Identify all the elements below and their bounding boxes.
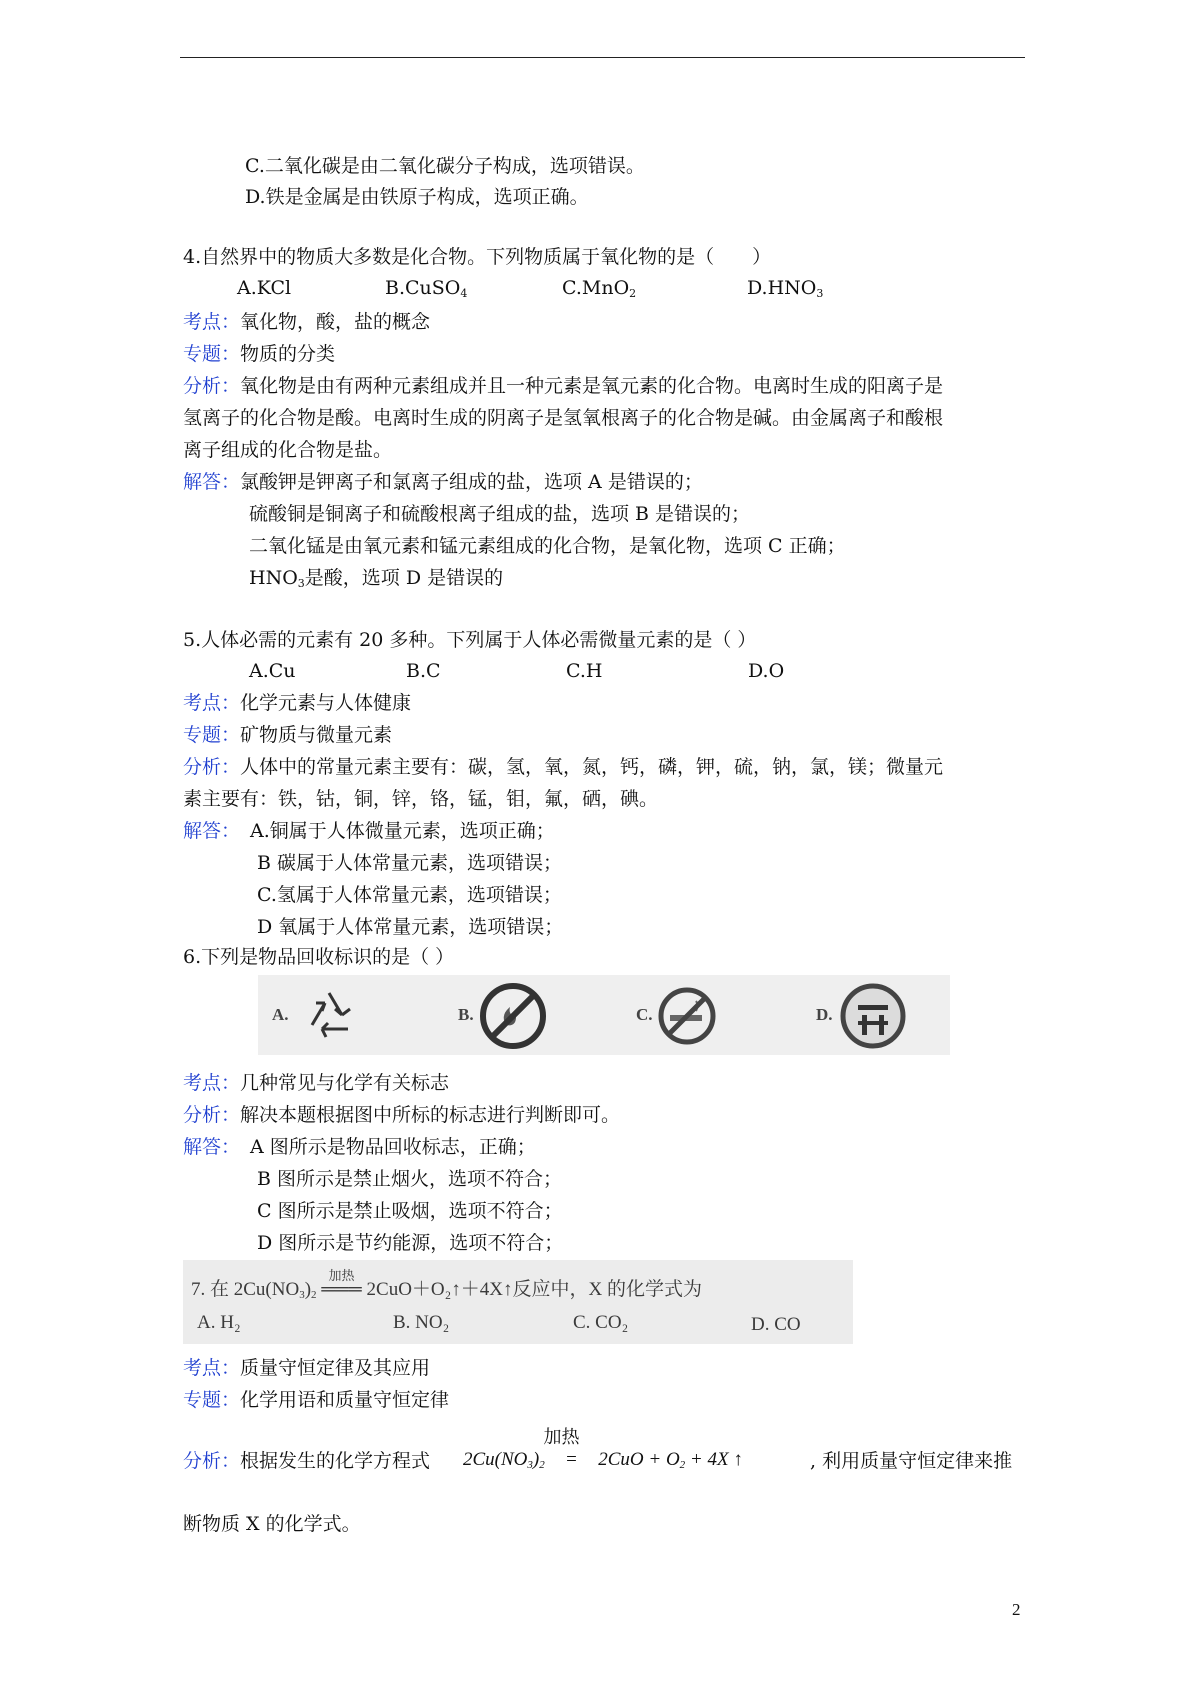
page-number: 2: [1012, 1600, 1021, 1619]
q7-fenxi-line2: 断物质 X 的化学式。: [183, 1513, 361, 1535]
q7-kaodian: 考点：质量守恒定律及其应用: [183, 1357, 431, 1379]
q7-scan-option-c: C. CO₂: [573, 1312, 629, 1333]
q5-option-c: C.H: [566, 660, 603, 682]
header-rule: [180, 57, 1025, 58]
q5-jieda-line2: B 碳属于人体常量元素，选项错误；: [257, 852, 563, 874]
q6-image-label-a: A.: [272, 1005, 289, 1024]
q6-jieda-line2: B 图所示是禁止烟火，选项不符合；: [257, 1168, 563, 1190]
jieda-label: 解答：: [183, 471, 241, 493]
q7-scanned-question: [183, 1260, 853, 1344]
q5-fenxi: 分析：人体中的常量元素主要有：碳，氢，氧，氮，钙，磷，钾，硫，钠，氯，镁；微量元: [183, 756, 944, 778]
q7-equation-condition: 加热: [543, 1427, 580, 1448]
q6-stem: 6.下列是物品回收标识的是（ ）: [183, 946, 455, 968]
q6-jieda-line3: C 图所示是禁止吸烟，选项不符合；: [257, 1200, 563, 1222]
q5-option-a: A.Cu: [249, 660, 296, 682]
zhuanti-label: 专题：: [183, 724, 241, 746]
q4-zhuanti: 专题：物质的分类: [183, 343, 336, 365]
q7-scan-option-b: B. NO₂: [393, 1312, 450, 1333]
q7-zhuanti: 专题：化学用语和质量守恒定律: [183, 1389, 450, 1411]
zhuanti-label: 专题：: [183, 343, 241, 365]
q4-kaodian: 考点：氧化物，酸，盐的概念: [183, 311, 431, 333]
q6-image-label-d: D.: [816, 1005, 833, 1024]
q4-jieda-line4: $HNO_3$是酸，选项 D 是错误的: [249, 567, 504, 590]
q5-fenxi-line2: 素主要有：铁，钴，铜，锌，铬，锰，钼，氟，硒，碘。: [183, 788, 659, 810]
q7-scan-condition: 加热: [328, 1268, 355, 1283]
q3-option-c-explanation: C.二氧化碳是由二氧化碳分子构成，选项错误。: [245, 155, 645, 177]
q4-fenxi: 分析：氧化物是由有两种元素组成并且一种元素是氧元素的化合物。电离时生成的阳离子是: [183, 375, 944, 397]
no-fire-icon: [478, 981, 548, 1051]
q4-jieda-line3: 二氧化锰是由氧元素和锰元素组成的化合物，是氧化物，选项 C 正确；: [249, 535, 846, 557]
q5-jieda-line4: D 氧属于人体常量元素，选项错误；: [257, 916, 564, 938]
q6-image-label-c: C.: [636, 1005, 653, 1024]
q6-sign-images: [258, 975, 950, 1055]
q4-option-d: $D.HNO_3$: [747, 277, 824, 300]
fenxi-label: 分析：: [183, 756, 241, 778]
q6-jieda: 解答： A 图所示是物品回收标志，正确；: [183, 1136, 536, 1158]
jieda-label: 解答：: [183, 820, 241, 842]
q7-scan-option-a: A. H₂: [197, 1312, 241, 1333]
fenxi-label: 分析：: [183, 1450, 241, 1472]
q4-fenxi-line2: 氢离子的化合物是酸。电离时生成的阴离子是氢氧根离子的化合物是碱。由金属离子和酸根: [183, 407, 944, 429]
q4-jieda: 解答：氯酸钾是钾离子和氯离子组成的盐，选项 A 是错误的；: [183, 471, 703, 493]
q7-scan-option-d: D. CO: [751, 1314, 801, 1335]
q5-option-d: D.O: [748, 660, 785, 682]
recycle-icon: [298, 985, 360, 1047]
q6-fenxi: 分析：解决本题根据图中所标的标志进行判断即可。: [183, 1104, 621, 1126]
q4-option-a: A.KCl: [237, 277, 292, 299]
kaodian-label: 考点：: [183, 1072, 241, 1094]
q4-jieda-line2: 硫酸铜是铜离子和硫酸根离子组成的盐，选项 B 是错误的；: [249, 503, 751, 525]
energy-saving-icon: [838, 981, 908, 1051]
q6-image-label-b: B.: [458, 1005, 474, 1024]
q7-fenxi: 分析：根据发生的化学方程式: [183, 1450, 431, 1472]
kaodian-label: 考点：: [183, 692, 241, 714]
q6-kaodian: 考点：几种常见与化学有关标志: [183, 1072, 450, 1094]
no-smoking-icon: [656, 985, 718, 1047]
q5-jieda: 解答： A.铜属于人体微量元素，选项正确；: [183, 820, 555, 842]
kaodian-label: 考点：: [183, 1357, 241, 1379]
q5-option-b: B.C: [406, 660, 441, 682]
q5-jieda-line3: C.氢属于人体常量元素，选项错误；: [257, 884, 562, 906]
zhuanti-label: 专题：: [183, 1389, 241, 1411]
q4-option-b: B.CuSO$_4$: [385, 277, 468, 300]
q7-equation: $2Cu(NO_3)_2$ 加热 = $2CuO + O_2 + 4X$ ↑: [463, 1449, 743, 1471]
q4-option-c: C.MnO$_2$: [562, 277, 637, 300]
q5-zhuanti: 专题：矿物质与微量元素: [183, 724, 393, 746]
jieda-label: 解答：: [183, 1136, 241, 1158]
q4-stem: 4.自然界中的物质大多数是化合物。下列物质属于氧化物的是（ ）: [183, 246, 772, 268]
q6-jieda-line4: D 图所示是节约能源，选项不符合；: [257, 1232, 564, 1254]
fenxi-label: 分析：: [183, 375, 241, 397]
q5-stem: 5.人体必需的元素有 20 多种。下列属于人体必需微量元素的是（ ）: [183, 629, 757, 651]
q7-scan-stem: 7. 在 $2Cu(NO_3)_2$ 加热 ═══ 2CuO＋O₂↑＋4X↑反应中，X 的化学式为: [191, 1274, 702, 1301]
fenxi-label: 分析：: [183, 1104, 241, 1126]
q3-option-d-explanation: D.铁是金属是由铁原子构成，选项正确。: [245, 186, 589, 208]
q5-kaodian: 考点：化学元素与人体健康: [183, 692, 412, 714]
kaodian-label: 考点：: [183, 311, 241, 333]
q7-fenxi-continued: , 利用质量守恒定律来推: [810, 1450, 1013, 1472]
q4-fenxi-line3: 离子组成的化合物是盐。: [183, 439, 393, 461]
